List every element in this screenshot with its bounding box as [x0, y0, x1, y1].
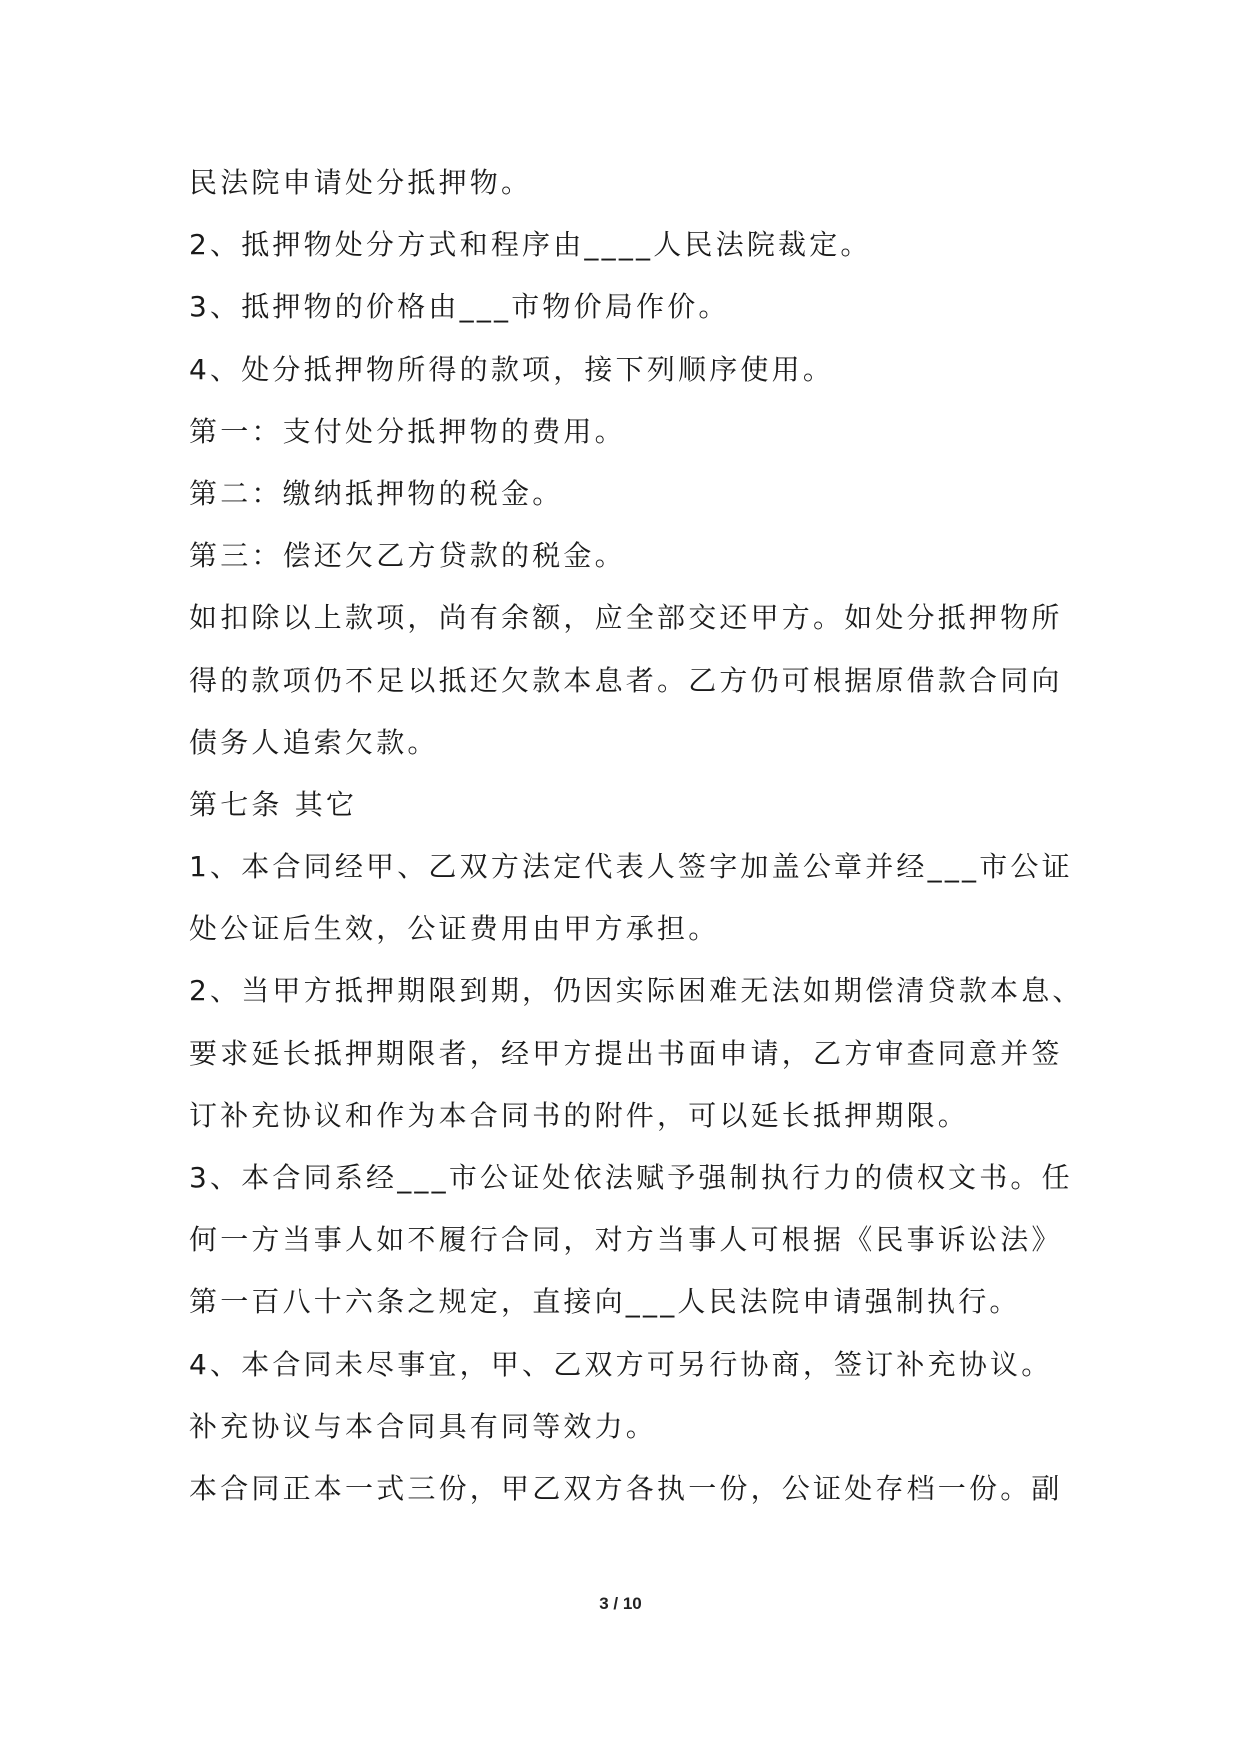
text-line: 要求延长抵押期限者，经甲方提出书面申请，乙方审查同意并签: [189, 1036, 1063, 1070]
text-line: 第一：支付处分抵押物的费用。: [189, 414, 626, 448]
text-line: 订补充协议和作为本合同书的附件，可以延长抵押期限。: [189, 1098, 970, 1132]
page-number: 3 / 10: [599, 1594, 642, 1613]
text-line: 民法院申请处分抵押物。: [189, 166, 533, 199]
document-body: [189, 152, 1084, 1520]
section-heading: 第七条 其它: [189, 787, 358, 821]
text-line: 补充协议与本合同具有同等效力。: [189, 1409, 658, 1443]
text-line: 2、抵押物处分方式和程序由____人民法院裁定。: [189, 228, 872, 262]
text-line: 第二：缴纳抵押物的税金。: [189, 476, 564, 510]
text-line: 债务人追索欠款。: [189, 725, 439, 759]
text-line: 处公证后生效，公证费用由甲方承担。: [189, 912, 720, 946]
text-line: 1、本合同经甲、乙双方法定代表人签字加盖公章并经___市公证: [189, 850, 1073, 884]
text-line: 2、当甲方抵押期限到期，仍因实际困难无法如期偿清贷款本息、: [189, 974, 1084, 1008]
text-line: 第一百八十六条之规定，直接向___人民法院申请强制执行。: [189, 1285, 1021, 1319]
text-line: 何一方当事人如不履行合同，对方当事人可根据《民事诉讼法》: [189, 1223, 1063, 1257]
text-line: 本合同正本一式三份，甲乙双方各执一份，公证处存档一份。副: [189, 1471, 1063, 1505]
text-line: 得的款项仍不足以抵还欠款本息者。乙方仍可根据原借款合同向: [189, 663, 1063, 697]
text-line: 4、本合同未尽事宜，甲、乙双方可另行协商，签订补充协议。: [189, 1347, 1053, 1381]
text-line: 3、本合同系经___市公证处依法赋予强制执行力的债权文书。任: [189, 1161, 1073, 1194]
text-line: 第三：偿还欠乙方贷款的税金。: [189, 539, 626, 573]
text-line: 4、处分抵押物所得的款项，接下列顺序使用。: [189, 352, 835, 386]
text-line: 如扣除以上款项，尚有余额，应全部交还甲方。如处分抵押物所: [189, 601, 1063, 635]
text-line: 3、抵押物的价格由___市物价局作价。: [189, 290, 730, 324]
